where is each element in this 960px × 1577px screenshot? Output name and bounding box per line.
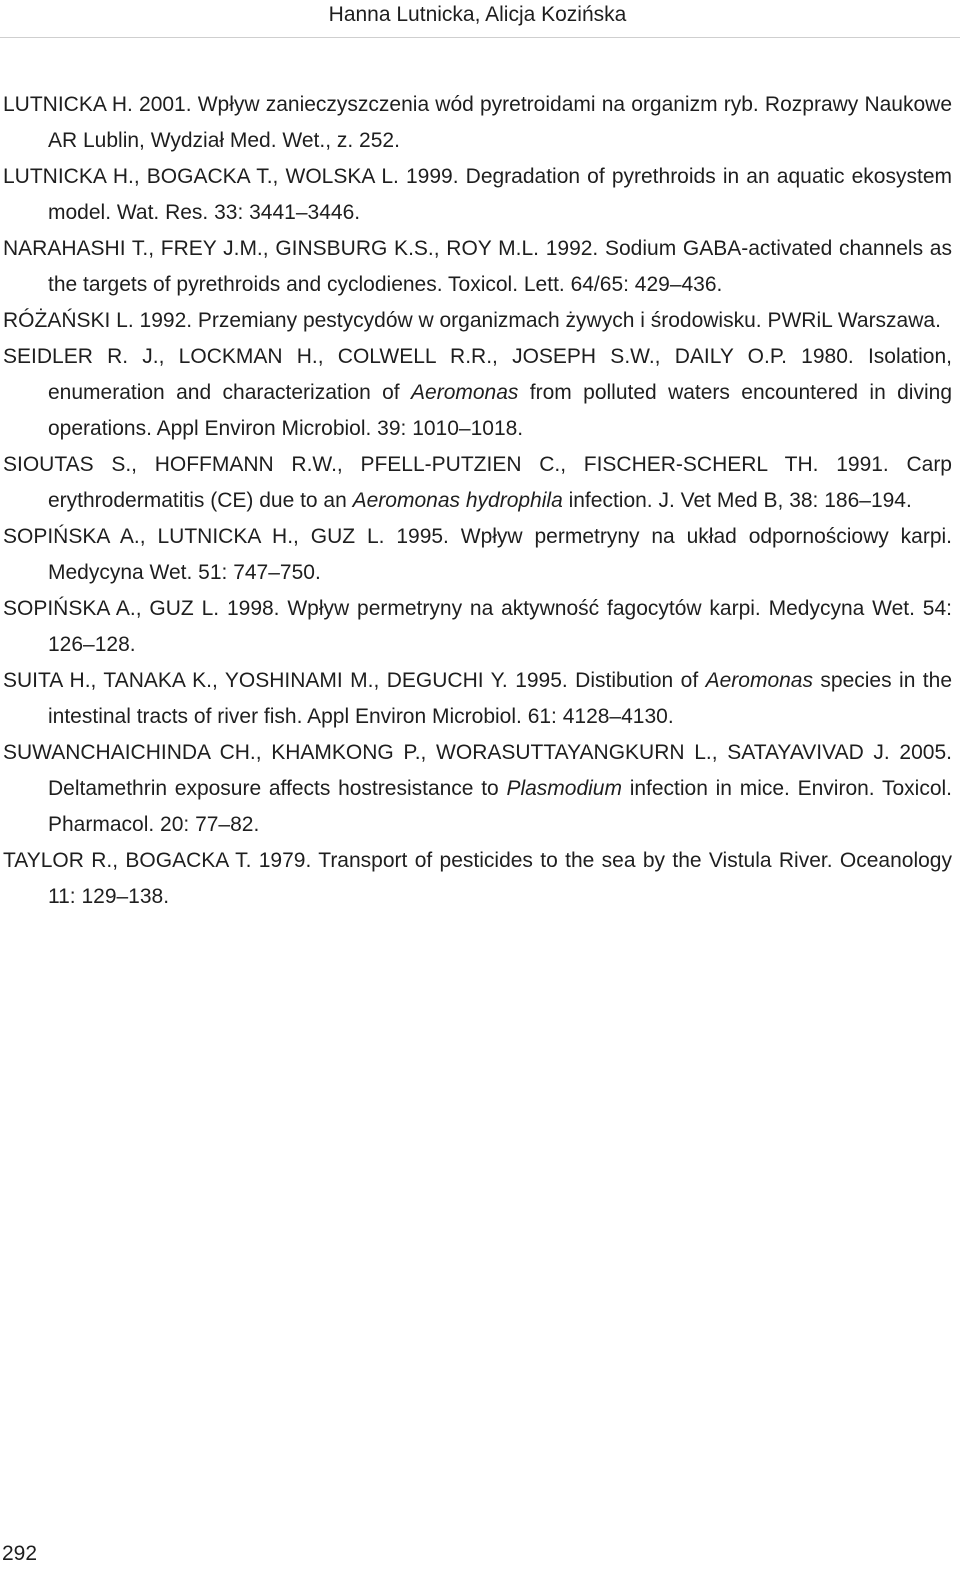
reference-text: SEIDLER R. J., LOCKMAN H., COLWELL R.R., JOSEPH S.W., DAILY O.P. 1980. Isolation, enumeration and characterization of — [3, 345, 952, 404]
reference-italic-text: Plasmodium — [506, 777, 622, 800]
reference-text: SUWANCHAICHINDA CH., KHAMKONG P., WORASUTTAYANGKURN L., SATAYAVIVAD J. 2005. Deltamethrin exposure affects hostresistance to — [3, 741, 952, 800]
reference-text: SOPIŃSKA A., GUZ L. 1998. Wpływ permetryny na aktywność fagocytów karpi. Medycyna Wet. 54: 126–128. — [3, 597, 952, 656]
reference-text: NARAHASHI T., FREY J.M., GINSBURG K.S., ROY M.L. 1992. Sodium GABA-activated channels as the targets of pyrethroids and cyclodienes. Toxicol. Lett. 64/65: 429–436. — [3, 237, 952, 296]
reference-entry — [3, 735, 952, 843]
page-number: 292 — [2, 1542, 38, 1565]
reference-entry — [3, 87, 952, 159]
reference-text: infection in mice. Environ. Toxicol. Pharmacol. 20: 77–82. — [48, 777, 952, 836]
reference-text: infection. J. Vet Med B, 38: 186–194. — [562, 489, 912, 512]
reference-entry — [3, 591, 952, 663]
reference-text: LUTNICKA H. 2001. Wpływ zanieczyszczenia wód pyretroidami na organizm ryb. Rozprawy Naukowe AR Lublin, Wydział Med. Wet., z. 252. — [3, 93, 952, 152]
reference-text: LUTNICKA H., BOGACKA T., WOLSKA L. 1999. Degradation of pyrethroids in an aquatic ekosystem model. Wat. Res. 33: 3441–3446. — [3, 165, 952, 224]
reference-text: species in the intestinal tracts of river fish. Appl Environ Microbiol. 61: 4128–4130. — [48, 669, 953, 728]
reference-entry — [3, 303, 952, 339]
reference-entry — [3, 519, 952, 591]
reference-entry — [3, 231, 952, 303]
reference-entry — [3, 663, 952, 735]
reference-italic-text: Aeromonas — [705, 669, 813, 692]
reference-italic-text: Aeromonas — [411, 381, 519, 404]
running-title: Hanna Lutnicka, Alicja Kozińska — [328, 3, 627, 26]
reference-text: SIOUTAS S., HOFFMANN R.W., PFELL-PUTZIEN C., FISCHER-SCHERL TH. 1991. Carp erythrodermatitis (CE) due to an — [3, 453, 952, 512]
reference-entry — [3, 159, 952, 231]
reference-text: RÓŻAŃSKI L. 1992. Przemiany pestycydów w organizmach żywych i środowisku. PWRiL Warszawa. — [3, 309, 941, 332]
reference-entry — [3, 339, 952, 447]
header-rule — [0, 37, 960, 38]
reference-text: SUITA H., TANAKA K., YOSHINAMI M., DEGUCHI Y. 1995. Distibution of — [3, 669, 706, 692]
reference-entry — [3, 843, 952, 915]
reference-list — [3, 87, 952, 915]
reference-text: TAYLOR R., BOGACKA T. 1979. Transport of pesticides to the sea by the Vistula River. Oceanology 11: 129–138. — [3, 849, 952, 908]
reference-entry — [3, 447, 952, 519]
reference-italic-text: Aeromonas hydrophila — [352, 489, 563, 512]
reference-text: from polluted waters encountered in diving operations. Appl Environ Microbiol. 39: 1010–1018. — [48, 381, 952, 440]
reference-text: SOPIŃSKA A., LUTNICKA H., GUZ L. 1995. Wpływ permetryny na układ odpornościowy karpi. Medycyna Wet. 51: 747–750. — [3, 525, 952, 584]
